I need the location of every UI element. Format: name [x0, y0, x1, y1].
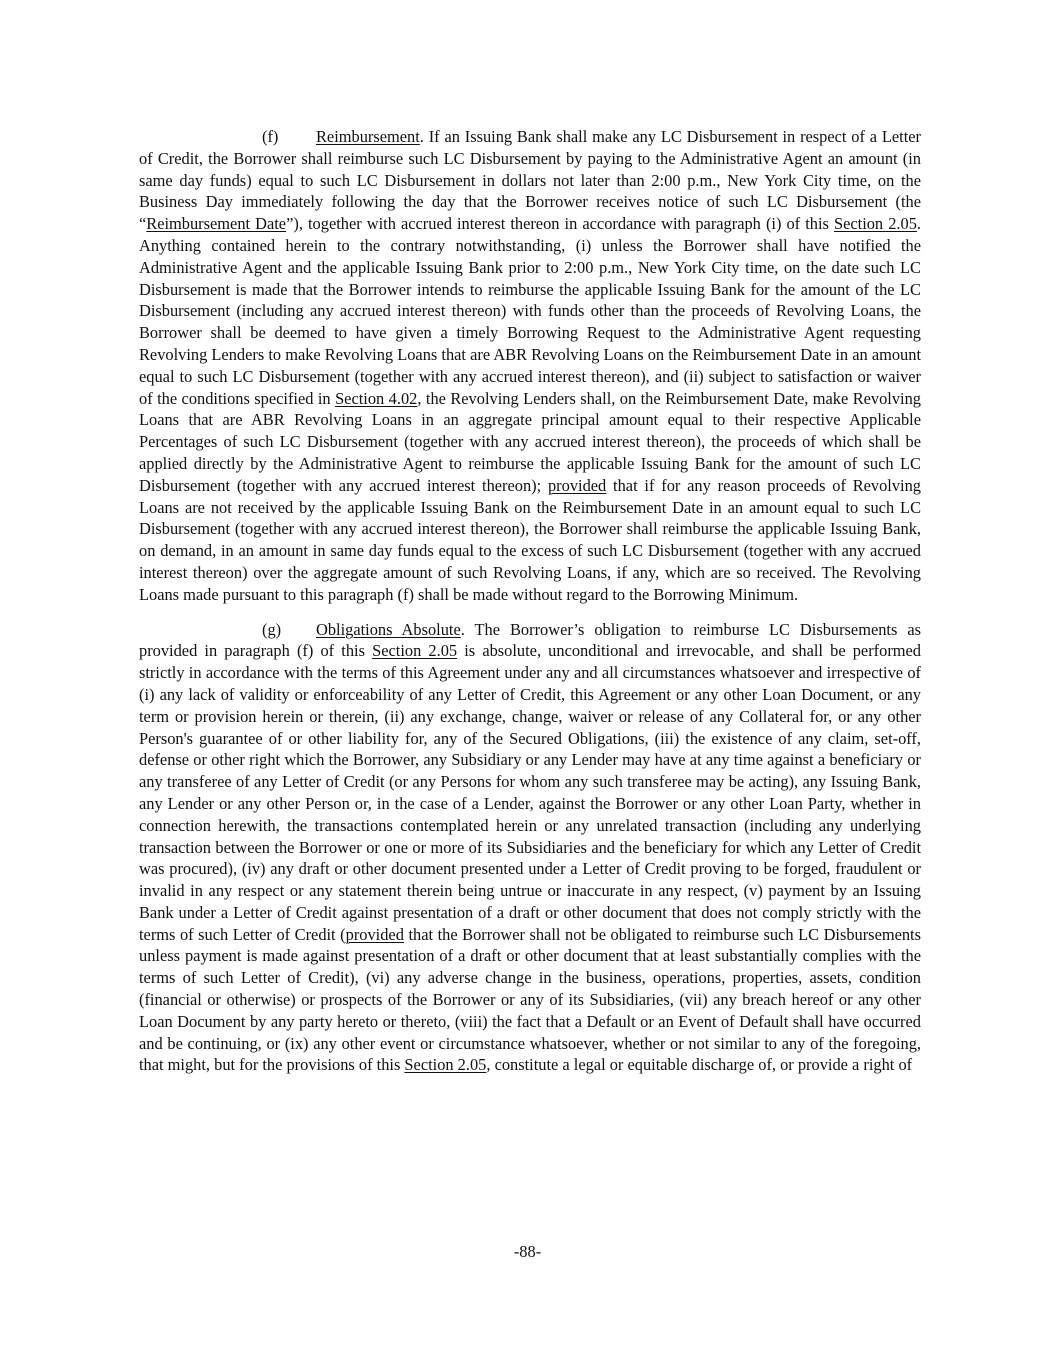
paragraph-g: [139, 619, 921, 1077]
paragraph-f-text-2: ”), together with accrued interest thereon in accordance with paragraph (i) of this: [286, 214, 834, 234]
document-page: [139, 126, 921, 1076]
paragraph-f: [139, 126, 921, 606]
paragraph-g-text-2: is absolute, unconditional and irrevocable, and shall be performed strictly in accordance with the terms of this Agreement under any and all circumstances whatsoever and irrespective of (i) any lack of validity or enforceability of any Letter of Credit, this Agreement or any other Loan Document, or any term or provision herein or therein, (ii) any exchange, change, waiver or release of any Collateral for, or any other Person's guarantee of or other liability for, any of the Secured Obligations, (iii) the existence of any claim, set-off, defense or other right which the Borrower, any Subsidiary or any Lender may have at any time against a beneficiary or any transferee of any Letter of Credit (or any Persons for whom any such transferee may be acting), any Issuing Bank, any Lender or any other Person or, in the case of a Lender, against the Borrower or any other Loan Party, whether in connection herewith, the transactions contemplated herein or any unrelated transaction (including any underlying transaction between the Borrower or one or more of its Subsidiaries and the beneficiary for which any Letter of Credit was procured), (iv) any draft or other document presented under a Letter of Credit proving to be forged, fraudulent or invalid in any respect or any statement therein being untrue or inaccurate in any respect, (v) payment by an Issuing Bank under a Letter of Credit against presentation of a draft or other document that does not comply strictly with the terms of such Letter of Credit (: [139, 641, 921, 944]
reimbursement-date-term: Reimbursement Date: [146, 214, 287, 234]
paragraph-g-text-3: that the Borrower shall not be obligated to reimburse such LC Disbursements unless payment is made against presentation of a draft or other document that at least substantially complies with the terms of such Letter of Credit), (vi) any adverse change in the business, operations, properties, assets, condition (financial or otherwise) or prospects of the Borrower or any of its Subsidiaries, (vii) any breach hereof or any other Loan Document by any party hereto or thereto, (viii) the fact that a Default or an Event of Default shall have occurred and be continuing, or (ix) any other event or circumstance whatsoever, whether or not similar to any of the foregoing, that might, but for the provisions of this: [139, 924, 921, 1075]
paragraph-f-label: (f): [262, 127, 279, 146]
paragraph-g-label: (g): [262, 619, 282, 639]
obligations-absolute-heading: Obligations Absolute: [316, 619, 461, 639]
paragraph-g-text-4: , constitute a legal or equitable discharge of, or provide a right of: [486, 1055, 913, 1075]
paragraph-f-text-3: . Anything contained herein to the contrary notwithstanding, (i) unless the Borrower shall have notified the Administrative Agent and the applicable Issuing Bank prior to 2:00 p.m., New York City time, on the date such LC Disbursement is made that the Borrower intends to reimburse the applicable Issuing Bank for the amount of the LC Disbursement (including any accrued interest thereon) with funds other than the proceeds of Revolving Loans, the Borrower shall be deemed to have given a timely Borrowing Request to the Administrative Agent requesting Revolving Lenders to make Revolving Loans that are ABR Revolving Loans on the Reimbursement Date in an amount equal to such LC Disbursement (together with any accrued interest thereon), and (ii) subject to satisfaction or waiver of the conditions specified in: [139, 214, 921, 408]
paragraph-f-text-5: that if for any reason proceeds of Revolving Loans are not received by the applicable Issuing Bank on the Reimbursement Date in an amount equal to such LC Disbursement (together with any accrued interest thereon), the Borrower shall reimburse the applicable Issuing Bank, on demand, in an amount in same day funds equal to the excess of such LC Disbursement (together with any accrued interest thereon) over the aggregate amount of such Revolving Loans, if any, which are so received. The Revolving Loans made pursuant to this paragraph (f) shall be made without regard to the Borrowing Minimum.: [139, 475, 922, 604]
section-2-05-reference: Section 2.05: [833, 214, 917, 234]
paragraph-f-text-4: , the Revolving Lenders shall, on the Reimbursement Date, make Revolving Loans that are ABR Revolving Loans in an aggregate principal amount equal to their respective Applicable Percentages of such LC Disbursement (together with any accrued interest thereon), the proceeds of which shall be applied directly by the Administrative Agent to reimburse the applicable Issuing Bank for the amount of such LC Disbursement (together with any accrued interest thereon);: [139, 388, 921, 495]
section-4-02-reference: Section 4.02: [335, 388, 418, 408]
paragraph-g-text-1: . The Borrower’s obligation to reimburse LC Disbursements as provided in paragraph (f) of this: [139, 619, 921, 661]
provided-term: provided: [547, 475, 607, 495]
paragraph-f-text-1: . If an Issuing Bank shall make any LC Disbursement in respect of a Letter of Credit, the Borrower shall reimburse such LC Disbursement by paying to the Administrative Agent an amount (in same day funds) equal to such LC Disbursement in dollars not later than 2:00 p.m., New York City time, on the Business Day immediately following the day that the Borrower receives notice of such LC Disbursement (the “: [139, 127, 921, 234]
page-number: -88-: [513, 1242, 542, 1261]
section-2-05-reference: Section 2.05: [404, 1055, 487, 1075]
provided-term: provided: [345, 924, 404, 944]
section-2-05-reference: Section 2.05: [372, 641, 458, 661]
reimbursement-heading: Reimbursement: [316, 127, 420, 146]
